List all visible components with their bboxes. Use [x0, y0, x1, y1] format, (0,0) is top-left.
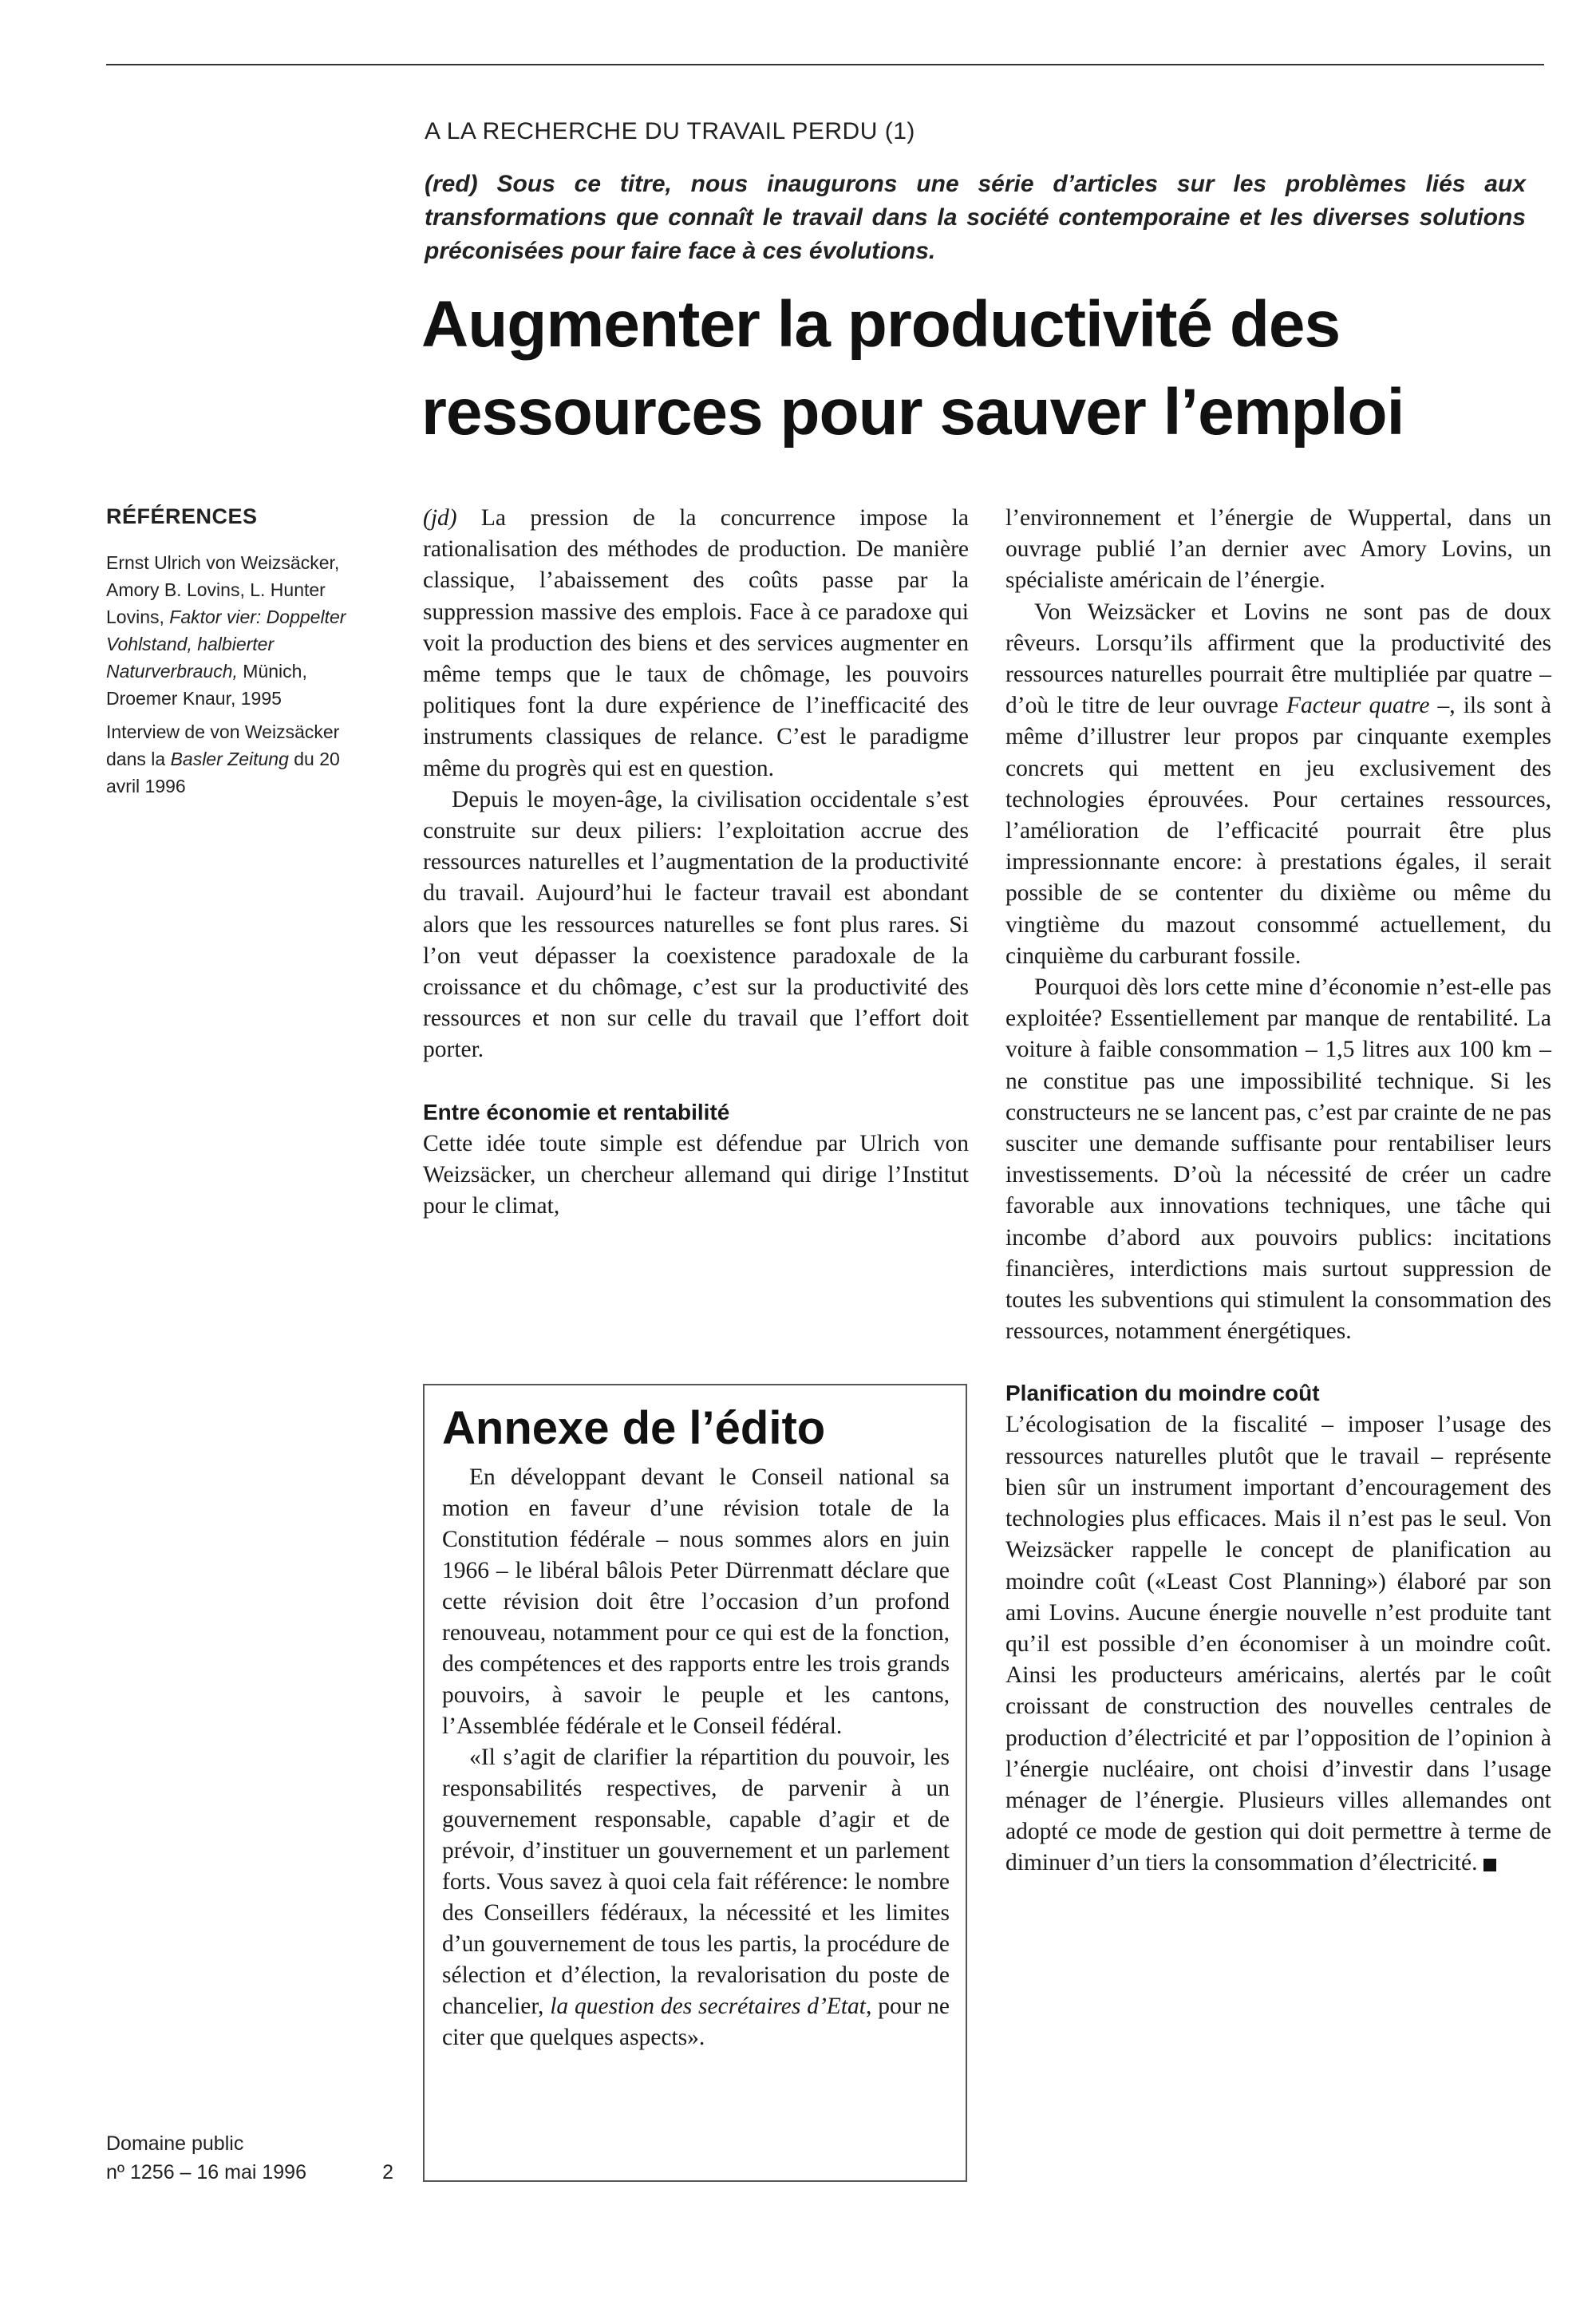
article-paragraph: [423, 503, 969, 784]
issue-line: [106, 2158, 393, 2187]
annex-quote-text: «Il s’agit de clarifier la répartition du pouvoir, les responsabilités respectives, de parvenir à un gouvernement responsable, capable d’agir et de prévoir, d’instituer un gouvernement et un parlement forts. Vous savez à quoi cela fait référence: le nombre des Conseillers fédéraux, la nécessité et les limites d’un gouvernement de tous les partis, la procédure de sélection et d’élection, la revalorisation du poste de chancelier,: [442, 1745, 950, 2019]
paragraph-text: L’écologisation de la fiscalité – imposer l’usage des ressources naturelles plutôt que le travail – représente bien sûr un instrument important d’encouragement des technologies plus efficaces. Mais il n’est pas le seul. Von Weizsäcker rappelle le concept de planification au moindre coût («Least Cost Planning») élaboré par son ami Lovins. Aucune énergie nouvelle n’est produite tant qu’il est possible d’en économiser à un moindre coût. Ainsi les producteurs américains, alertés par le coût croissant de construction des nouvelles centrales de production d’électricité et par l’opposition de l’opinion à l’énergie nucléaire, ont choisi d’investir dans l’usage ménager de l’énergie. Plusieurs villes allemandes ont adopté ce mode de gestion qui doit permettre à terme de diminuer d’un tiers la consommation d’électricité.: [1005, 1412, 1551, 1876]
page-number: 2: [382, 2161, 393, 2183]
reference-item: [106, 549, 373, 712]
page-title: [421, 281, 1555, 456]
paragraph-text: –, ils sont à même d’illustrer leur propos par cinquante exemples concrets qui mettent en jeu exclusivement des technologies éprouvées. Pour certaines ressources, l’amélioration de l’efficacité pourrait être plus impressionnante encore: à prestations égales, il serait possible de se contenter du dixième ou même du vingtième du mazout consommé actuellement, du cinquième du carburant fossile.: [1005, 693, 1551, 969]
annex-paragraph: En développant devant le Conseil national sa motion en faveur d’une révision totale de la Constitution fédérale – nous sommes alors en juin 1966 – le libéral bâlois Peter Dürrenmatt déclare que cette révision doit être l’occasion d’un profond renouveau, notamment pour ce qui est de la fonction, des compétences et des rapports entre les trois grands pouvoirs, à savoir le peuple et les cantons, l’Assemblée fédérale et le Conseil fédéral.: [442, 1464, 950, 1739]
author-initials: (jd): [423, 505, 457, 531]
annex-title: Annexe de l’édito: [442, 1402, 826, 1454]
page-footer: [106, 2129, 393, 2187]
reference-item: [106, 718, 373, 800]
section-heading: Entre économie et rentabilité: [423, 1099, 730, 1124]
article-paragraph: l’environnement et l’énergie de Wuppertal, dans un ouvrage publié l’an dernier avec Amory Lovins, un spécialiste américain de l’énergie.: [1005, 505, 1551, 594]
reference-text: Interview de von Weizsäcker dans la: [106, 721, 340, 769]
section-heading: Planification du moindre coût: [1005, 1381, 1320, 1406]
issue-info: nº 1256 – 16 mai 1996: [106, 2161, 306, 2183]
article-paragraph: Cette idée toute simple est défendue par Ulrich von Weizsäcker, un chercheur allemand qui dirige l’Institut pour le climat,: [423, 1130, 969, 1219]
top-rule: [106, 64, 1544, 65]
annex-quote-emphasis: la question des secrétaires d’Etat: [550, 1994, 866, 2019]
reference-authors: Ernst Ulrich von Weizsäcker, Amory B. Lovins, L. Hunter Lovins,: [106, 552, 340, 627]
article-column-1: [423, 503, 969, 1222]
annex-quote-end: , pour ne citer que quelques aspects».: [442, 1994, 950, 2050]
series-kicker: A LA RECHERCHE DU TRAVAIL PERDU (1): [425, 118, 915, 144]
annex-paragraph: [442, 1742, 950, 2053]
publication-name: Domaine public: [106, 2132, 244, 2155]
headline-line-1: Augmenter la productivité des: [421, 288, 1341, 361]
article-paragraph: Pourquoi dès lors cette mine d’économie n’est-elle pas exploitée? Essentiellement par manque de rentabilité. La voiture à faible consommation – 1,5 litres aux 100 km – ne constitue pas une impossibilité technique. Si les constructeurs ne se lancent pas, c’est par crainte de ne pas susciter une demande suffisante pour rentabiliser leurs investissements. D’où la nécessité de créer un cadre favorable aux innovations techniques, une tâche qui incombe d’abord aux pouvoirs publics: incitations financières, interdictions mais surtout suppression de toutes les subventions qui stimulent la consommation des ressources, notamment énergétiques.: [1005, 974, 1551, 1345]
reference-newspaper: Basler Zeitung: [170, 749, 289, 769]
references-heading: RÉFÉRENCES: [106, 504, 258, 528]
headline-line-2: ressources pour sauver l’emploi: [421, 376, 1404, 449]
paragraph-text: Von Weizsäcker et Lovins ne sont pas de doux rêveurs. Lorsqu’ils affirment que la productivité des ressources naturelles pourrait être multipliée par quatre – d’où le titre de leur ouvrage: [1005, 599, 1551, 719]
editorial-annex-box: [423, 1384, 967, 2182]
references-sidebar: [106, 503, 373, 806]
paragraph-text: La pression de la concurrence impose la rationalisation des méthodes de production. De manière classique, l’abaissement des coûts passe par la suppression massive des emplois. Face à ce paradoxe qui voit la production des biens et des services augmenter en même temps que le taux de chômage, les pouvoirs politiques font la dure expérience de l’inefficacité des instruments classiques de relance. C’est le paradigme même du progrès qui est en question.: [423, 505, 969, 781]
reference-book-title: Faktor vier: Doppelter Vohlstand, halbierter Naturverbrauch,: [106, 607, 346, 682]
book-title: Facteur quatre: [1286, 693, 1430, 719]
annex-text: [442, 1462, 950, 2053]
end-of-article-square-icon: [1483, 1859, 1496, 1871]
article-column-2: [1005, 503, 1551, 1879]
article-paragraph: Depuis le moyen-âge, la civilisation occidentale s’est construite sur deux piliers: l’exploitation accrue des ressources naturelles et l’augmentation de la productivité du travail. Aujourd’hui le facteur travail est abondant alors que les ressources naturelles se font plus rares. Si l’on veut dépasser la coexistence paradoxale de la croissance et du chômage, c’est sur la productivité des ressources et non sur celle du travail que l’effort doit porter.: [423, 786, 969, 1063]
article-paragraph: [1005, 1409, 1551, 1879]
reference-publisher: Münich, Droemer Knaur, 1995: [106, 661, 307, 709]
editorial-intro: (red) Sous ce titre, nous inaugurons une série d’articles sur les problèmes liés aux transformations que connaît le travail dans la société contemporaine et les diverses solutions préconisées pour faire face à ces évolutions.: [425, 171, 1526, 264]
article-paragraph: [1005, 597, 1551, 972]
reference-date: du 20 avril 1996: [106, 749, 340, 796]
